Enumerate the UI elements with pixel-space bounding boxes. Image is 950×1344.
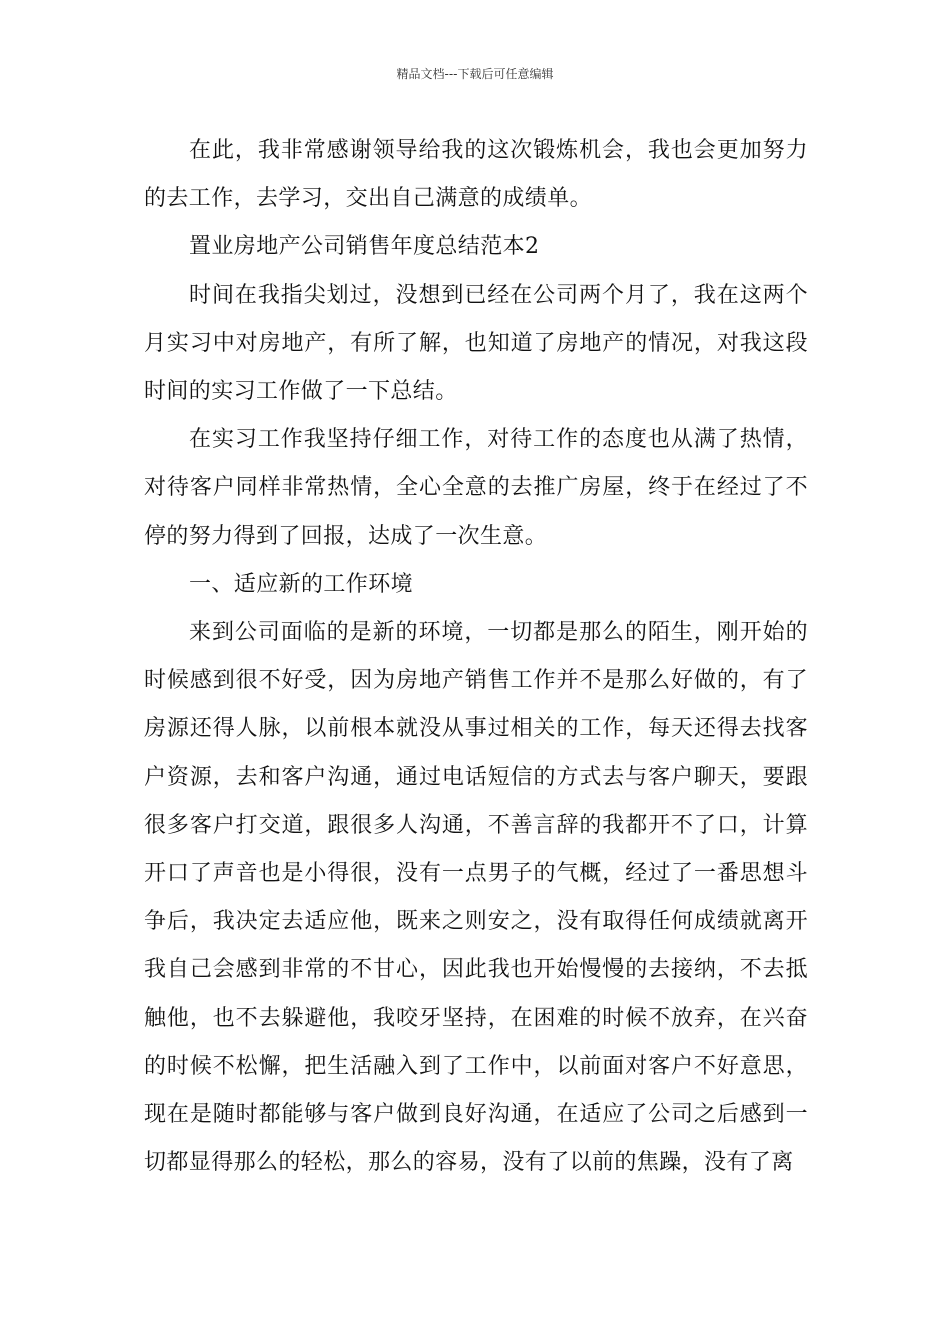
section-title: 置业房地产公司销售年度总结范本2 — [189, 234, 540, 260]
paragraph-adaptation: 来到公司面临的是新的环境，一切都是那么的陌生，刚开始的时候感到很不好受，因为房地产销售工作并不是那么好做的，有了房源还得人脉，以前根本就没从事过相关的工作，每天还得去找客户资源，去和客户沟通，通过电话短信的方式去与客户聊天，要跟很多客户打交道，跟很多人沟通，不善言辞的我都开不了口，计算开口了声音也是小得很，没有一点男子的气概，经过了一番思想斗争后，我决定去适应他，既来之则安之，没有取得任何成绩就离开我自己会感到非常的不甘心，因此我也开始慢慢的去接纳，不去抵触他，也不去躲避他，我咬牙坚持，在困难的时候不放弃，在兴奋的时候不松懈，把生活融入到了工作中，以前面对客户不好意思，现在是随时都能够与客户做到良好沟通，在适应了公司之后感到一切都显得那么的轻松，那么的容易，没有了以前的焦躁，没有了离 — [144, 620, 808, 1176]
subsection-heading: 一、适应新的工作环境 — [189, 571, 414, 597]
paragraph-intro: 时间在我指尖划过，没想到已经在公司两个月了，我在这两个月实习中对房地产，有所了解，也知道了房地产的情况，对我这段时间的实习工作做了一下总结。 — [144, 282, 808, 405]
paragraph-attitude: 在实习工作我坚持仔细工作，对待工作的态度也从满了热情，对待客户同样非常热情，全心全意的去推广房屋，终于在经过了不停的努力得到了回报，达成了一次生意。 — [144, 427, 808, 549]
document-body — [144, 127, 808, 1187]
page-header: 精品文档---下载后可任意编辑 — [396, 67, 554, 81]
paragraph-thanks: 在此，我非常感谢领导给我的这次锻炼机会，我也会更加努力的去工作，去学习，交出自己满意的成绩单。 — [144, 138, 808, 212]
